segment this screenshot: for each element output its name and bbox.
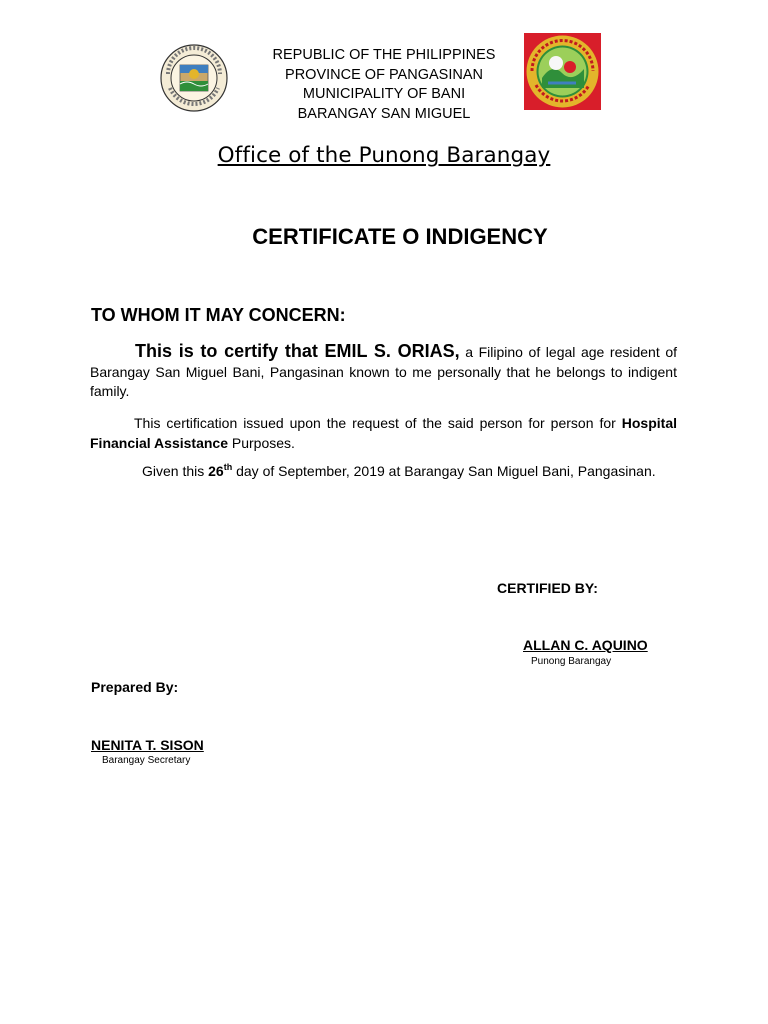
secretary-position: Barangay Secretary (102, 755, 191, 766)
barangay-seal-logo (524, 33, 601, 110)
salutation: TO WHOM IT MAY CONCERN: (91, 305, 346, 325)
certificate-title: CERTIFICATE O INDIGENCY (252, 224, 548, 249)
date-day-suffix: th (223, 462, 233, 472)
header-line-republic: REPUBLIC OF THE PHILIPPINES (272, 47, 496, 63)
date-start-text: Given this (142, 463, 209, 479)
date-day: 26 (208, 463, 224, 479)
prepared-by-label: Prepared By: (91, 679, 179, 695)
purpose-paragraph (90, 414, 677, 453)
captain-name: ALLAN C. AQUINO (523, 637, 648, 653)
purpose-end-text: Purposes. (227, 434, 295, 451)
purpose-text: This certification issued upon the request of the said person for person for (134, 415, 622, 431)
header-line-barangay: BARANGAY SAN MIGUEL (297, 105, 471, 122)
document-header (250, 46, 518, 124)
captain-position: Punong Barangay (531, 656, 612, 667)
certified-by-label: CERTIFIED BY: (497, 580, 598, 596)
header-line-municipality: MUNICIPALITY OF BANI (302, 86, 466, 102)
purpose-bold-text: Hospital Financial Assistance (90, 415, 677, 451)
secretary-name: NENITA T. SISON (91, 737, 204, 753)
certification-paragraph (90, 342, 677, 402)
date-paragraph (90, 462, 677, 482)
municipal-seal-logo (160, 44, 228, 112)
office-title: Office of the Punong Barangay (217, 143, 551, 168)
certify-lead-text: This is to certify that EMIL S. ORIAS, (135, 341, 460, 361)
certify-body-text: a Filipino of legal age resident of Barangay San Miguel Bani, Pangasinan known to me personally that he belongs to indigent family. (90, 344, 677, 399)
date-rest-text: day of September, 2019 at Barangay San Miguel Bani, Pangasinan. (232, 463, 656, 479)
header-line-province: PROVINCE OF PANGASINAN (285, 66, 483, 83)
